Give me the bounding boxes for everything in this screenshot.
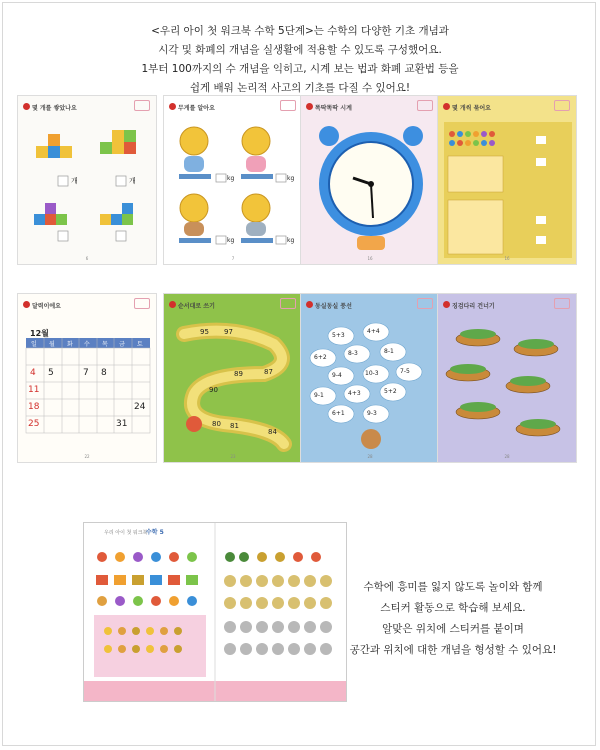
calendar-day: 11 [28, 385, 40, 395]
page-thumb-caterpillar [163, 293, 303, 463]
balloon-equation: 5+3 [332, 332, 345, 339]
unit-label: 개 [71, 177, 78, 185]
weekday-label: 수 [84, 341, 90, 348]
balloon-equation: 4+4 [367, 328, 380, 335]
page-number: 22 [84, 454, 90, 459]
page-number: 16 [367, 256, 373, 261]
weekday-label: 토 [137, 341, 143, 348]
balloon-equation: 9-3 [367, 410, 377, 417]
bottom-line-1: 수학에 흥미를 잃지 않도록 놀이와 함께 [363, 581, 543, 593]
stepping-stones-illustration [438, 294, 577, 463]
calendar-grid [18, 294, 157, 463]
bottom-line-2: 스티커 활동으로 학습해 보세요. [380, 602, 526, 614]
spread-header: 수학 5 [146, 529, 164, 536]
unit-label: 개 [129, 177, 136, 185]
page-title: 몇 개씩 묶어요 [452, 105, 491, 112]
bottom-line-4: 공간과 위치에 대한 개념을 형성할 수 있어요! [349, 644, 557, 656]
intro-line-2: 시각 및 화폐의 개념을 실생활에 적용할 수 있도록 구성했어요. [158, 44, 442, 56]
sequence-number: 81 [230, 422, 239, 430]
weekday-label: 화 [67, 341, 73, 348]
grouping-illustration [438, 96, 577, 265]
page-number: 7 [231, 256, 235, 261]
cube-group-4 [100, 203, 133, 225]
calendar-day: 25 [28, 419, 40, 429]
page-title: 징검다리 건너기 [452, 303, 495, 310]
balloon-equation: 5+2 [384, 388, 397, 395]
balloon-equation: 7-5 [400, 368, 410, 375]
calendar-day: 7 [83, 368, 89, 378]
spread-left-title: 우리 아이 첫 워크북 [104, 530, 148, 536]
weekday-label: 목 [102, 341, 108, 348]
right-coins [224, 552, 332, 655]
intro-line-1: <우리 아이 첫 워크북 수학 5단계>는 수학의 다양한 기초 개념과 [151, 25, 449, 37]
page-thumb-stepping-stones [437, 293, 577, 463]
balloon-equation: 10-3 [365, 370, 379, 377]
unit-label: kg [227, 237, 235, 244]
balloon-equation: 6+1 [332, 410, 345, 417]
page-thumb-clock [300, 95, 440, 265]
page-number: 23 [230, 454, 236, 459]
clock-illustration [301, 96, 440, 265]
sequence-number: 80 [212, 420, 221, 428]
page-number: 28 [504, 454, 510, 459]
bottom-description [318, 577, 588, 661]
page-number: 6 [85, 256, 89, 261]
balloon-equation: 8-3 [348, 350, 358, 357]
calendar-day: 5 [48, 368, 54, 378]
calendar-day: 4 [30, 368, 36, 378]
balloons-illustration [301, 294, 440, 463]
page-title: 똑딱똑딱 시계 [315, 105, 352, 112]
balloon-equation: 4+3 [348, 390, 361, 397]
balloon-equation: 6+2 [314, 354, 327, 361]
page-thumb-balloons [300, 293, 440, 463]
calendar-day: 31 [116, 419, 128, 429]
intro-line-3: 1부터 100까지의 수 개념을 익히고, 시계 보는 법과 화폐 교환법 등을 [141, 63, 459, 75]
page-title: 순서대로 쓰기 [178, 303, 215, 310]
balloon-equation: 9-4 [332, 372, 342, 379]
sticker-illustration [84, 523, 346, 701]
left-stickers [94, 552, 206, 677]
intro-text [0, 22, 600, 98]
balloon-equation: 9-1 [314, 392, 324, 399]
sequence-number: 90 [209, 386, 218, 394]
page-number: 28 [367, 454, 373, 459]
weekday-label: 월 [49, 341, 55, 348]
sticker-spread [83, 522, 347, 702]
unit-label: kg [287, 237, 295, 244]
unit-label: kg [227, 175, 235, 182]
caterpillar-illustration [164, 294, 303, 463]
page-thumb-cubes [17, 95, 157, 265]
cube-group-1 [36, 134, 72, 158]
calendar-month: 12월 [30, 329, 49, 338]
cubes-illustration [18, 96, 157, 265]
bottom-line-3: 알맞은 위치에 스티커를 붙이며 [382, 623, 524, 635]
sequence-number: 84 [268, 428, 277, 436]
page-title: 무게를 알아요 [178, 105, 215, 112]
sequence-number: 89 [234, 370, 243, 378]
page-title: 달력이에요 [32, 303, 61, 310]
sequence-number: 95 [200, 328, 209, 336]
calendar-day: 8 [101, 368, 107, 378]
balloon-equation: 8-1 [384, 348, 394, 355]
page-number: 16 [504, 256, 510, 261]
page-title: 동실동실 풍선 [315, 303, 352, 310]
unit-label: kg [287, 175, 295, 182]
cube-group-3 [34, 203, 67, 225]
page-thumb-scales [163, 95, 303, 265]
page-title: 몇 개를 쌓았나요 [32, 105, 77, 112]
weekday-label: 일 [31, 341, 37, 348]
calendar-day: 24 [134, 402, 146, 412]
weekday-label: 금 [119, 341, 125, 348]
sequence-number: 87 [264, 368, 273, 376]
calendar-day: 18 [28, 402, 40, 412]
sequence-number: 97 [224, 328, 233, 336]
intro-line-4: 쉽게 배워 논리적 사고의 기초를 다질 수 있어요! [189, 82, 411, 94]
page-thumb-calendar [17, 293, 157, 463]
cube-group-2 [100, 130, 136, 154]
page-thumb-grouping [437, 95, 577, 265]
